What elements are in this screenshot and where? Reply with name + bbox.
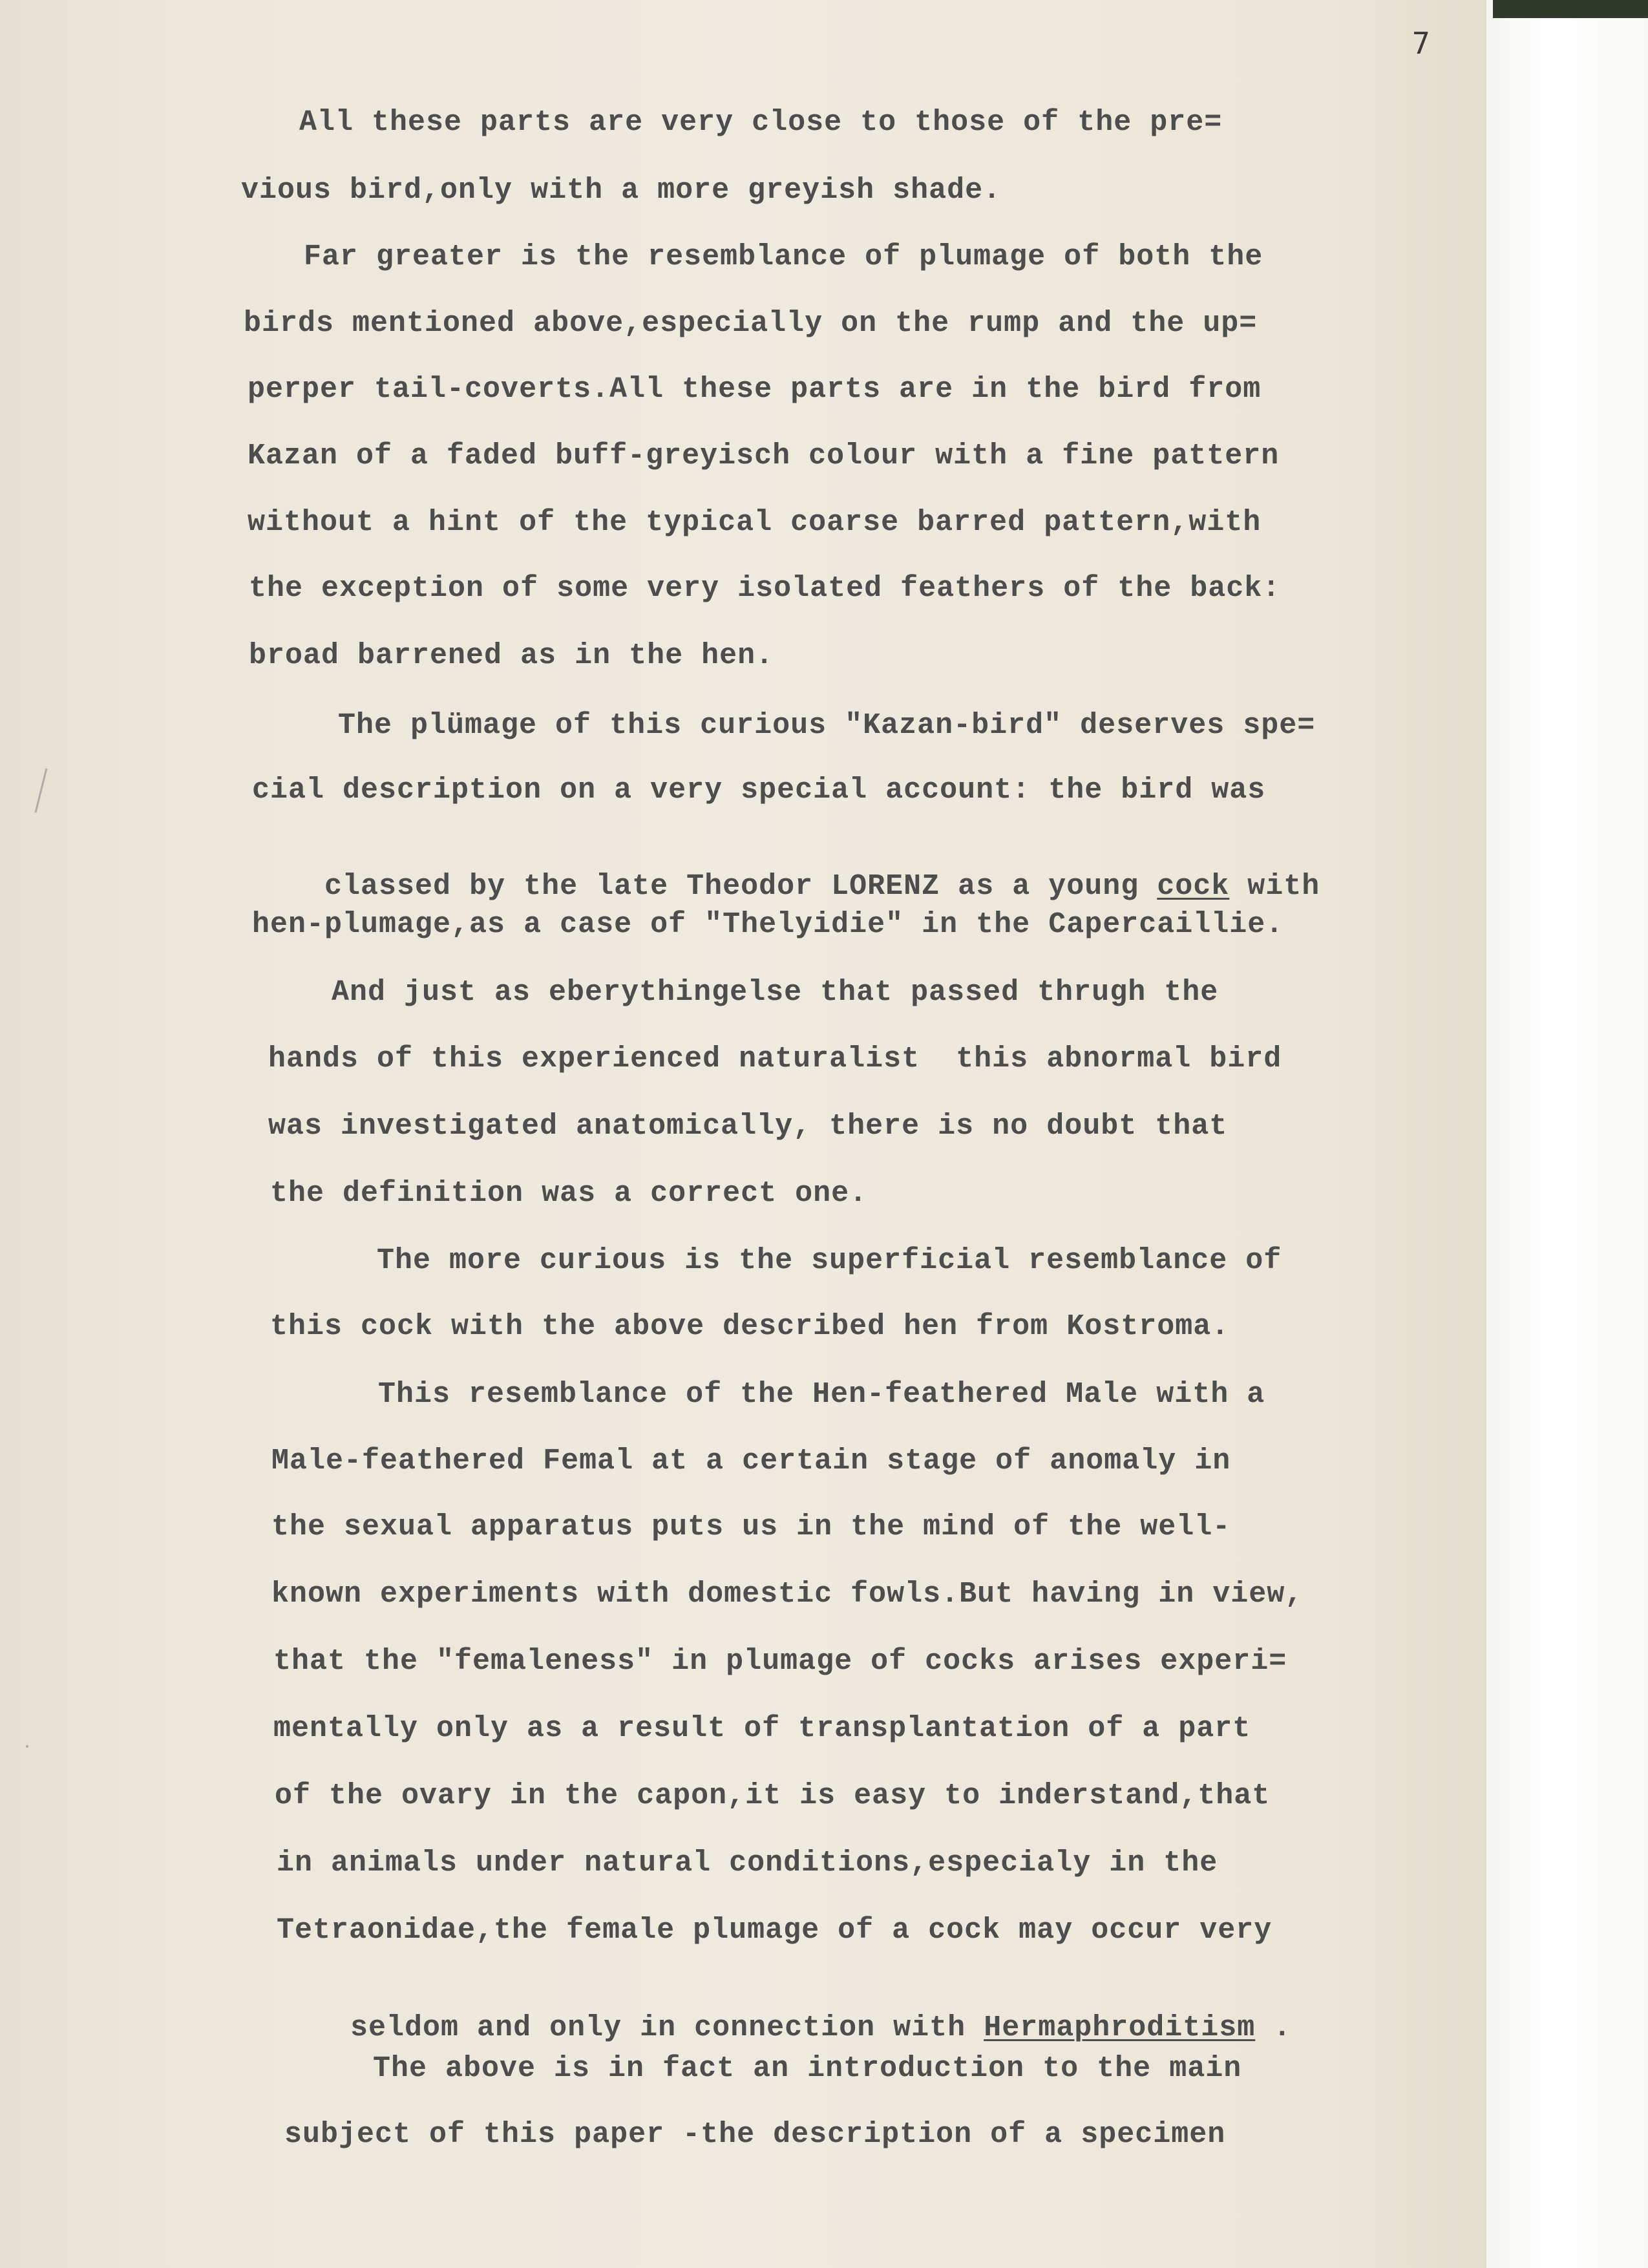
- text-line: vious bird,only with a more greyish shade.: [241, 174, 1002, 207]
- text-line-end: .: [1255, 2011, 1292, 2044]
- text-line-start: seldom and only in connection with: [350, 2011, 984, 2044]
- text-line: of the ovary in the capon,it is easy to inderstand,that: [275, 1779, 1271, 1812]
- text-line: birds mentioned above,especially on the rump and the up=: [244, 307, 1258, 340]
- text-line: And just as eberythingelse that passed thrugh the: [332, 976, 1219, 1009]
- text-line: in animals under natural conditions,especialy in the: [277, 1847, 1218, 1880]
- text-line: Kazan of a faded buff-greyisch colour with a fine pattern: [248, 440, 1280, 472]
- text-line: the definition was a correct one.: [270, 1177, 868, 1210]
- text-line: The above is in fact an introduction to the main: [373, 2052, 1242, 2085]
- background-corner: [1493, 0, 1648, 18]
- underlying-page: [1486, 0, 1648, 2268]
- text-line: the exception of some very isolated feathers of the back:: [249, 572, 1281, 605]
- text-line-end: with: [1229, 870, 1320, 903]
- text-line: was investigated anatomically, there is no doubt that: [268, 1110, 1228, 1143]
- text-line: known experiments with domestic fowls.But having in view,: [271, 1578, 1304, 1611]
- text-line: Far greater is the resemblance of plumage of both the: [304, 240, 1263, 273]
- text-line-start: classed by the late Theodor LORENZ as a young: [324, 870, 1157, 903]
- text-line: without a hint of the typical coarse barred pattern,with: [248, 506, 1262, 539]
- text-line: subject of this paper -the description of a specimen: [284, 2118, 1226, 2151]
- text-line: mentally only as a result of transplantation of a part: [273, 1712, 1251, 1745]
- text-line: the sexual apparatus puts us in the mind of the well-: [271, 1510, 1231, 1543]
- text-line: hen-plumage,as a case of "Thelyidie" in the Capercaillie.: [252, 908, 1284, 941]
- text-line: Male-feathered Femal at a certain stage of anomaly in: [271, 1445, 1231, 1478]
- text-line: broad barrened as in the hen.: [249, 639, 774, 672]
- text-line: All these parts are very close to those of the pre=: [299, 106, 1223, 139]
- text-line: that the "femaleness" in plumage of cocks arises experi=: [273, 1645, 1287, 1678]
- text-line: Tetraonidae,the female plumage of a cock may occur very: [277, 1914, 1273, 1947]
- underlined-word: Hermaphroditism: [984, 2011, 1256, 2044]
- text-line: The more curious is the superficial resemblance of: [377, 1244, 1282, 1277]
- text-line: hands of this experienced naturalist this abnormal bird: [268, 1043, 1282, 1076]
- underlined-word: cock: [1157, 870, 1230, 903]
- page-number: 7: [1412, 26, 1430, 61]
- text-line: this cock with the above described hen from Kostroma.: [270, 1310, 1230, 1343]
- text-line: The plümage of this curious "Kazan-bird" deserves spe=: [338, 709, 1316, 742]
- text-line: This resemblance of the Hen-feathered Male with a: [378, 1378, 1265, 1411]
- text-line: perper tail-coverts.All these parts are in the bird from: [248, 373, 1262, 406]
- text-line: cial description on a very special account: the bird was: [252, 774, 1266, 807]
